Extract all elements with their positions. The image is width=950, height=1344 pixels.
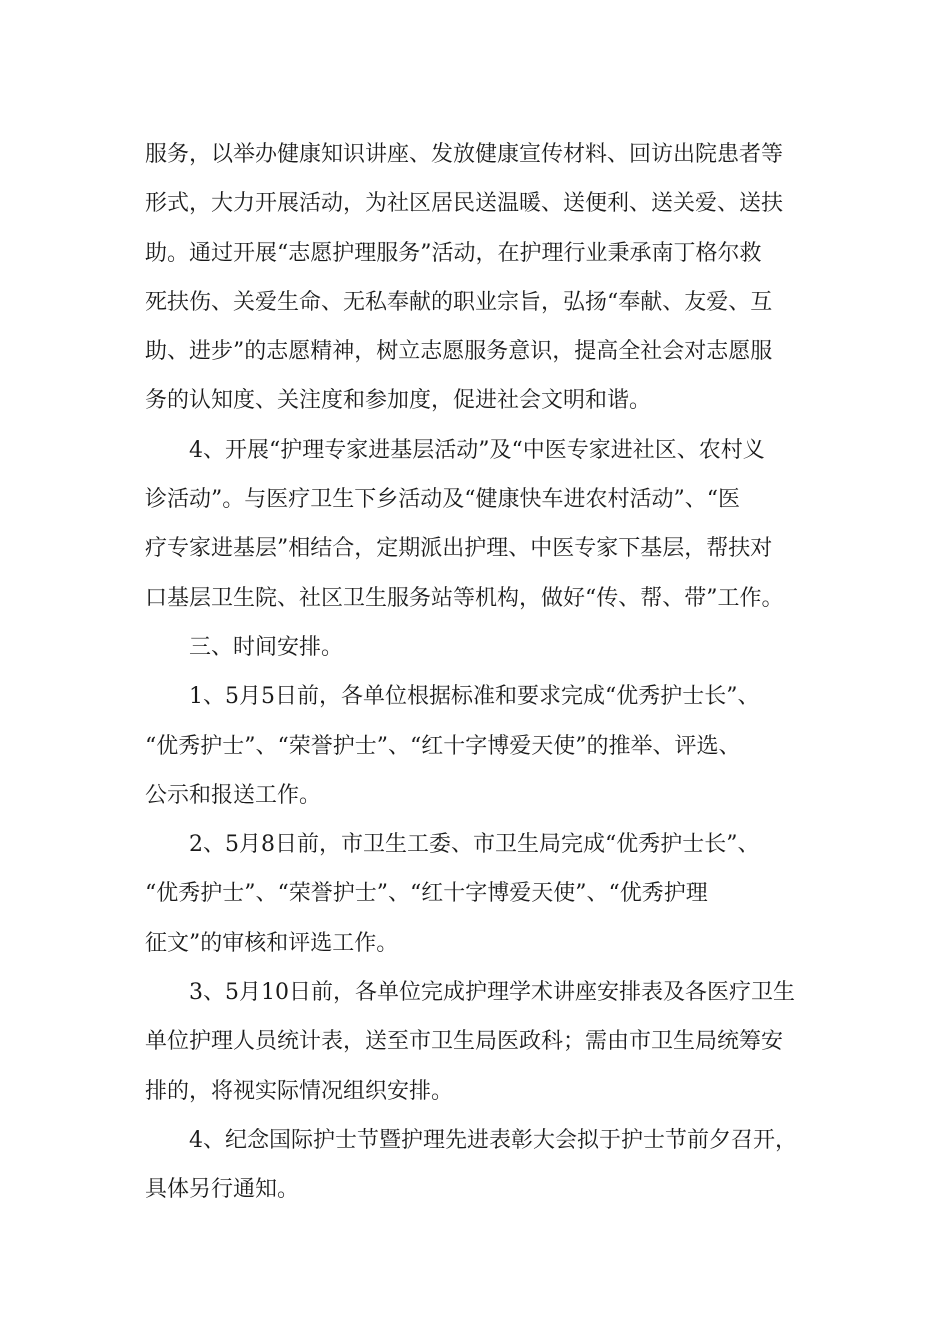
- document-line: 排的，将视实际情况组织安排。: [145, 1078, 454, 1104]
- document-body: [145, 130, 825, 1215]
- document-line: 公示和报送工作。: [145, 782, 322, 808]
- document-line: 单位护理人员统计表，送至市卫生局医政科；需由市卫生局统筹安: [145, 1029, 784, 1055]
- document-line: 诊活动”。与医疗卫生下乡活动及“健康快车进农村活动”、“医: [145, 487, 740, 513]
- document-line: 助。通过开展“志愿护理服务”活动，在护理行业秉承南丁格尔救: [145, 240, 762, 266]
- document-line: 三、时间安排。: [189, 634, 344, 660]
- document-line: 形式，大力开展活动，为社区居民送温暖、送便利、送关爱、送扶: [145, 191, 784, 217]
- document-line: 助、进步”的志愿精神，树立志愿服务意识，提高全社会对志愿服: [145, 339, 773, 365]
- document-line: 疗专家进基层”相结合，定期派出护理、中医专家下基层，帮扶对: [145, 536, 773, 562]
- document-line: 2、5月8日前，市卫生工委、市卫生局完成“优秀护士长”、: [189, 832, 760, 858]
- document-line: 服务，以举办健康知识讲座、发放健康宣传材料、回访出院患者等: [145, 142, 784, 167]
- document-line: 具体另行通知。: [145, 1177, 300, 1203]
- document-line: 1、5月5日前，各单位根据标准和要求完成“优秀护士长”、: [189, 684, 760, 710]
- document-line: 务的认知度、关注度和参加度，促进社会文明和谐。: [145, 388, 652, 414]
- document-line: 4、纪念国际护士节暨护理先进表彰大会拟于护士节前夕召开，: [189, 1127, 797, 1153]
- document-line: “优秀护士”、“荣誉护士”、“红十字博爱天使”的推举、评选、: [145, 733, 741, 759]
- document-line: 死扶伤、关爱生命、无私奉献的职业宗旨，弘扬“奉献、友爱、互: [145, 289, 773, 315]
- document-line: 4、开展“护理专家进基层活动”及“中医专家进社区、农村义: [189, 437, 765, 463]
- document-line: 征文”的审核和评选工作。: [145, 930, 399, 956]
- document-line: “优秀护士”、“荣誉护士”、“红十字博爱天使”、“优秀护理: [145, 881, 708, 907]
- document-line: 3、5月10日前，各单位完成护理学术讲座安排表及各医疗卫生: [189, 980, 795, 1006]
- document-line: 口基层卫生院、社区卫生服务站等机构，做好“传、帮、带”工作。: [145, 585, 784, 611]
